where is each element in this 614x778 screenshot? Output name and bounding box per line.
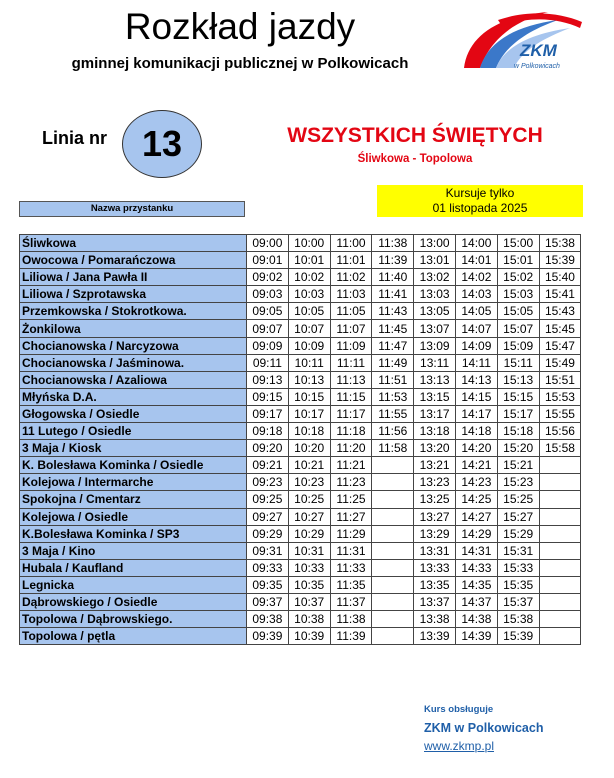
departure-time: 11:51: [372, 371, 414, 388]
departure-time: 11:39: [330, 628, 372, 645]
departure-time: 15:43: [539, 303, 581, 320]
departure-time: 11:02: [330, 269, 372, 286]
departure-time: 15:56: [539, 423, 581, 440]
departure-time: 15:27: [497, 508, 539, 525]
departure-time: 13:09: [414, 337, 456, 354]
stop-name: Śliwkowa: [20, 235, 247, 252]
departure-time: 10:02: [288, 269, 330, 286]
table-row: [20, 474, 581, 491]
table-row: [20, 611, 581, 628]
departure-time: 11:27: [330, 508, 372, 525]
departure-time: 09:15: [247, 388, 289, 405]
departure-time: 11:47: [372, 337, 414, 354]
departure-time: 13:03: [414, 286, 456, 303]
departure-time: 11:03: [330, 286, 372, 303]
departure-time: [539, 525, 581, 542]
departure-time: 10:31: [288, 542, 330, 559]
departure-time: 11:13: [330, 371, 372, 388]
departure-time: 14:02: [455, 269, 497, 286]
departure-time: 11:45: [372, 320, 414, 337]
departure-time: [539, 508, 581, 525]
stop-name: Owocowa / Pomarańczowa: [20, 252, 247, 269]
departure-time: 15:39: [539, 252, 581, 269]
stop-name: K. Bolesława Kominka / Osiedle: [20, 457, 247, 474]
departure-time: 14:03: [455, 286, 497, 303]
departure-time: 09:03: [247, 286, 289, 303]
departure-time: 09:25: [247, 491, 289, 508]
timetable: [19, 234, 581, 645]
departure-time: 10:07: [288, 320, 330, 337]
stop-name: Kolejowa / Intermarche: [20, 474, 247, 491]
table-row: [20, 457, 581, 474]
departure-time: [539, 491, 581, 508]
departure-time: 11:39: [372, 252, 414, 269]
departure-time: 15:40: [539, 269, 581, 286]
departure-time: 09:39: [247, 628, 289, 645]
departure-time: 15:25: [497, 491, 539, 508]
departure-time: 09:00: [247, 235, 289, 252]
departure-time: 13:33: [414, 559, 456, 576]
operator-name: ZKM w Polkowicach: [424, 721, 544, 735]
table-row: [20, 269, 581, 286]
departure-time: [372, 542, 414, 559]
line-number: 13: [141, 123, 183, 164]
departure-time: 10:00: [288, 235, 330, 252]
departure-time: 11:55: [372, 405, 414, 422]
departure-time: [539, 576, 581, 593]
stop-name: Chocianowska / Narcyzowa: [20, 337, 247, 354]
departure-time: 11:23: [330, 474, 372, 491]
table-row: [20, 320, 581, 337]
departure-time: 11:20: [330, 440, 372, 457]
departure-time: 15:33: [497, 559, 539, 576]
table-row: [20, 354, 581, 371]
departure-time: 10:01: [288, 252, 330, 269]
departure-time: 15:18: [497, 423, 539, 440]
departure-time: 10:20: [288, 440, 330, 457]
departure-time: 14:27: [455, 508, 497, 525]
departure-time: 15:05: [497, 303, 539, 320]
departure-time: 15:58: [539, 440, 581, 457]
departure-time: 09:37: [247, 593, 289, 610]
departure-time: 13:11: [414, 354, 456, 371]
departure-time: 15:51: [539, 371, 581, 388]
departure-time: 15:31: [497, 542, 539, 559]
stop-column-header: Nazwa przystanku: [19, 201, 245, 217]
departure-time: 09:35: [247, 576, 289, 593]
departure-time: 09:23: [247, 474, 289, 491]
departure-time: 10:29: [288, 525, 330, 542]
stop-name: 3 Maja / Kino: [20, 542, 247, 559]
departure-time: 15:53: [539, 388, 581, 405]
departure-time: 15:23: [497, 474, 539, 491]
departure-time: [539, 593, 581, 610]
table-row: [20, 559, 581, 576]
departure-time: 15:38: [497, 611, 539, 628]
table-row: [20, 235, 581, 252]
stop-name: Liliowa / Jana Pawła II: [20, 269, 247, 286]
departure-time: 14:33: [455, 559, 497, 576]
departure-time: [539, 628, 581, 645]
departure-time: [372, 628, 414, 645]
departure-time: 13:20: [414, 440, 456, 457]
route-name: WSZYSTKICH ŚWIĘTYCH: [287, 124, 543, 147]
stop-name: Topolowa / pętla: [20, 628, 247, 645]
departure-time: 09:09: [247, 337, 289, 354]
departure-time: 15:13: [497, 371, 539, 388]
departure-time: 10:38: [288, 611, 330, 628]
departure-time: 09:33: [247, 559, 289, 576]
stop-name: Chocianowska / Azaliowa: [20, 371, 247, 388]
departure-time: 13:17: [414, 405, 456, 422]
departure-time: 09:17: [247, 405, 289, 422]
stop-name: Głogowska / Osiedle: [20, 405, 247, 422]
departure-time: 14:23: [455, 474, 497, 491]
departure-time: 10:15: [288, 388, 330, 405]
departure-time: 13:29: [414, 525, 456, 542]
departure-time: 11:21: [330, 457, 372, 474]
stop-name: Liliowa / Szprotawska: [20, 286, 247, 303]
table-row: [20, 371, 581, 388]
line-number-badge: [122, 110, 202, 178]
departure-time: [539, 542, 581, 559]
departure-time: 15:35: [497, 576, 539, 593]
table-row: [20, 576, 581, 593]
departure-time: 10:17: [288, 405, 330, 422]
stop-name: 11 Lutego / Osiedle: [20, 423, 247, 440]
departure-time: 14:01: [455, 252, 497, 269]
route-direction: Śliwkowa - Topolowa: [357, 153, 473, 165]
departure-time: 09:27: [247, 508, 289, 525]
departure-time: 15:49: [539, 354, 581, 371]
departure-time: 13:05: [414, 303, 456, 320]
departure-time: 09:38: [247, 611, 289, 628]
departure-time: [372, 525, 414, 542]
departure-time: 09:01: [247, 252, 289, 269]
line-label: Linia nr: [42, 128, 108, 148]
departure-time: 09:29: [247, 525, 289, 542]
departure-time: 15:21: [497, 457, 539, 474]
notice-line-1: Kursuje tylko: [445, 186, 515, 200]
table-row: [20, 542, 581, 559]
departure-time: [372, 491, 414, 508]
departure-time: 14:13: [455, 371, 497, 388]
departure-time: 11:38: [372, 235, 414, 252]
svg-text:ZKM: ZKM: [520, 41, 557, 60]
table-row: [20, 423, 581, 440]
notice-line-2: 01 listopada 2025: [432, 201, 528, 215]
departure-time: 14:07: [455, 320, 497, 337]
departure-time: 13:13: [414, 371, 456, 388]
departure-time: 15:01: [497, 252, 539, 269]
departure-time: 10:09: [288, 337, 330, 354]
stop-name: Topolowa / Dąbrowskiego.: [20, 611, 247, 628]
departure-time: 13:37: [414, 593, 456, 610]
stop-name: Kolejowa / Osiedle: [20, 508, 247, 525]
departure-time: [372, 457, 414, 474]
departure-time: 15:15: [497, 388, 539, 405]
departure-time: 10:23: [288, 474, 330, 491]
departure-time: 11:07: [330, 320, 372, 337]
departure-time: 11:25: [330, 491, 372, 508]
departure-time: [372, 611, 414, 628]
departure-time: [539, 559, 581, 576]
departure-time: 15:03: [497, 286, 539, 303]
departure-time: 13:18: [414, 423, 456, 440]
departure-time: 11:29: [330, 525, 372, 542]
table-row: [20, 508, 581, 525]
departure-time: 15:55: [539, 405, 581, 422]
departure-time: 15:07: [497, 320, 539, 337]
departure-time: 11:35: [330, 576, 372, 593]
table-row: [20, 337, 581, 354]
departure-time: 11:41: [372, 286, 414, 303]
departure-time: 11:15: [330, 388, 372, 405]
departure-time: 09:02: [247, 269, 289, 286]
departure-time: 10:37: [288, 593, 330, 610]
departure-time: 13:23: [414, 474, 456, 491]
departure-time: 11:31: [330, 542, 372, 559]
departure-time: 13:02: [414, 269, 456, 286]
departure-time: 14:21: [455, 457, 497, 474]
departure-time: 10:25: [288, 491, 330, 508]
departure-time: 09:11: [247, 354, 289, 371]
departure-time: 14:35: [455, 576, 497, 593]
table-row: [20, 491, 581, 508]
departure-time: 11:56: [372, 423, 414, 440]
departure-time: 10:13: [288, 371, 330, 388]
departure-time: 11:33: [330, 559, 372, 576]
departure-time: 14:38: [455, 611, 497, 628]
departure-time: 15:09: [497, 337, 539, 354]
departure-time: 11:17: [330, 405, 372, 422]
departure-time: 14:25: [455, 491, 497, 508]
departure-time: 13:39: [414, 628, 456, 645]
departure-time: 11:01: [330, 252, 372, 269]
departure-time: 15:37: [497, 593, 539, 610]
departure-time: 10:35: [288, 576, 330, 593]
zkm-logo: [458, 6, 588, 78]
departure-time: 09:20: [247, 440, 289, 457]
departure-time: 11:11: [330, 354, 372, 371]
stop-name: Spokojna / Cmentarz: [20, 491, 247, 508]
departure-time: 09:13: [247, 371, 289, 388]
departure-time: 13:31: [414, 542, 456, 559]
departure-time: 14:37: [455, 593, 497, 610]
departure-time: 10:18: [288, 423, 330, 440]
stop-name: Chocianowska / Jaśminowa.: [20, 354, 247, 371]
operator-label: Kurs obsługuje: [424, 704, 494, 715]
page-title: Rozkład jazdy: [124, 6, 356, 47]
departure-time: 09:18: [247, 423, 289, 440]
departure-time: [539, 474, 581, 491]
stop-name: Hubala / Kaufland: [20, 559, 247, 576]
departure-time: 11:53: [372, 388, 414, 405]
departure-time: 14:00: [455, 235, 497, 252]
departure-time: 09:07: [247, 320, 289, 337]
departure-time: 11:40: [372, 269, 414, 286]
departure-time: 13:35: [414, 576, 456, 593]
departure-time: 14:11: [455, 354, 497, 371]
departure-time: 14:39: [455, 628, 497, 645]
departure-time: [539, 457, 581, 474]
departure-time: 13:25: [414, 491, 456, 508]
departure-time: 11:09: [330, 337, 372, 354]
departure-time: 15:47: [539, 337, 581, 354]
page-subtitle: gminnej komunikacji publicznej w Polkowicach: [71, 55, 409, 72]
departure-time: 10:39: [288, 628, 330, 645]
departure-time: 15:45: [539, 320, 581, 337]
stop-name: Legnicka: [20, 576, 247, 593]
stop-name: Dąbrowskiego / Osiedle: [20, 593, 247, 610]
departure-time: 11:05: [330, 303, 372, 320]
departure-time: 13:15: [414, 388, 456, 405]
departure-time: 14:17: [455, 405, 497, 422]
departure-time: [372, 508, 414, 525]
departure-time: 15:00: [497, 235, 539, 252]
departure-time: [372, 593, 414, 610]
departure-time: 11:49: [372, 354, 414, 371]
table-row: [20, 388, 581, 405]
departure-time: 15:20: [497, 440, 539, 457]
departure-time: [372, 576, 414, 593]
departure-time: 15:17: [497, 405, 539, 422]
departure-time: 15:38: [539, 235, 581, 252]
departure-time: 09:05: [247, 303, 289, 320]
departure-time: 14:31: [455, 542, 497, 559]
departure-time: 11:38: [330, 611, 372, 628]
departure-time: [372, 559, 414, 576]
stop-name: 3 Maja / Kiosk: [20, 440, 247, 457]
departure-time: 13:38: [414, 611, 456, 628]
departure-time: 14:09: [455, 337, 497, 354]
departure-time: 11:37: [330, 593, 372, 610]
departure-time: 10:21: [288, 457, 330, 474]
table-row: [20, 405, 581, 422]
departure-time: 11:00: [330, 235, 372, 252]
departure-time: 13:27: [414, 508, 456, 525]
table-row: [20, 628, 581, 645]
table-row: [20, 593, 581, 610]
departure-time: 10:33: [288, 559, 330, 576]
departure-time: 14:15: [455, 388, 497, 405]
departure-time: 14:05: [455, 303, 497, 320]
departure-time: [539, 611, 581, 628]
departure-time: 13:21: [414, 457, 456, 474]
departure-time: 10:05: [288, 303, 330, 320]
stop-name: Przemkowska / Stokrotkowa.: [20, 303, 247, 320]
stop-name: Żonkilowa: [20, 320, 247, 337]
departure-time: 13:00: [414, 235, 456, 252]
table-row: [20, 252, 581, 269]
departure-time: 10:27: [288, 508, 330, 525]
svg-text:w Polkowicach: w Polkowicach: [514, 63, 560, 70]
stop-name: K.Bolesława Kominka / SP3: [20, 525, 247, 542]
departure-time: 13:01: [414, 252, 456, 269]
departure-time: 15:02: [497, 269, 539, 286]
stop-name: Młyńska D.A.: [20, 388, 247, 405]
departure-time: 11:58: [372, 440, 414, 457]
departure-time: 15:11: [497, 354, 539, 371]
operator-link[interactable]: www.zkmp.pl: [424, 739, 495, 753]
table-row: [20, 286, 581, 303]
table-row: [20, 525, 581, 542]
departure-time: 15:29: [497, 525, 539, 542]
departure-time: 11:43: [372, 303, 414, 320]
departure-time: 15:39: [497, 628, 539, 645]
table-row: [20, 303, 581, 320]
departure-time: 14:18: [455, 423, 497, 440]
table-row: [20, 440, 581, 457]
departure-time: 09:21: [247, 457, 289, 474]
departure-time: 14:20: [455, 440, 497, 457]
departure-time: 10:03: [288, 286, 330, 303]
departure-time: 13:07: [414, 320, 456, 337]
departure-time: [372, 474, 414, 491]
service-notice: [377, 185, 583, 217]
departure-time: 14:29: [455, 525, 497, 542]
departure-time: 15:41: [539, 286, 581, 303]
departure-time: 09:31: [247, 542, 289, 559]
departure-time: 11:18: [330, 423, 372, 440]
departure-time: 10:11: [288, 354, 330, 371]
